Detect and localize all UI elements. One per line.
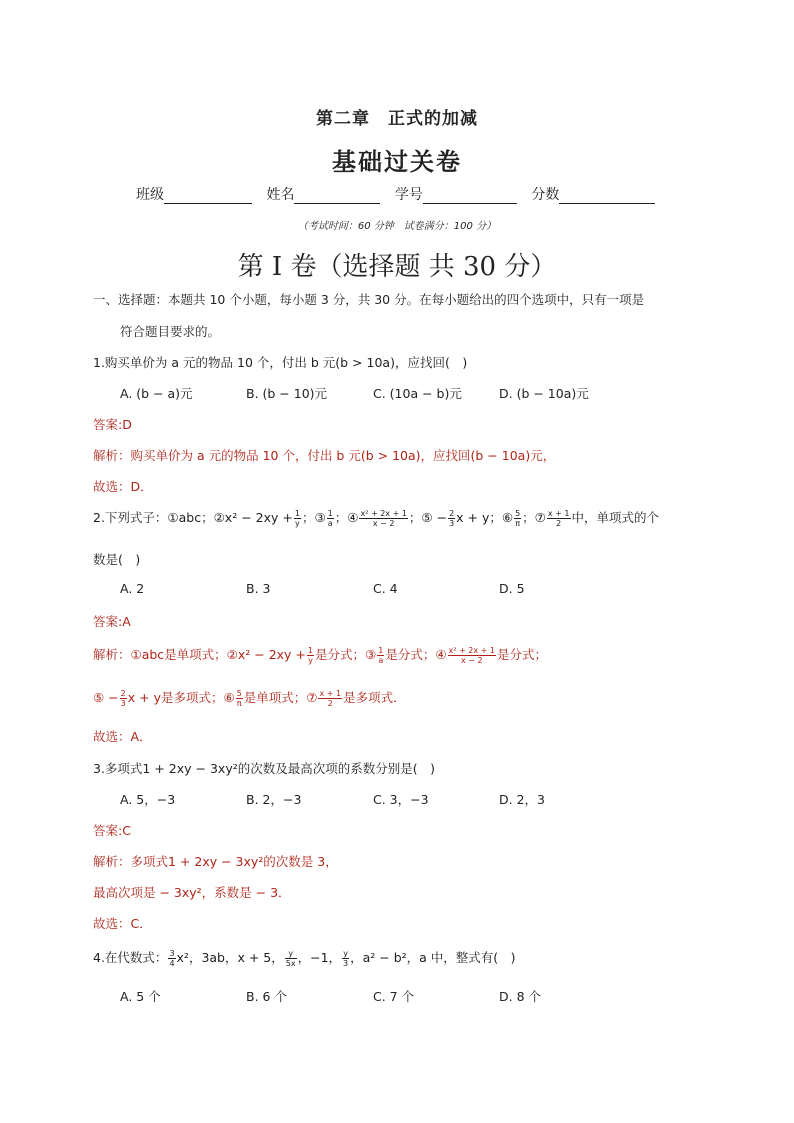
q2-an-frac-big (448, 646, 496, 665)
frac-denominator: a (378, 656, 384, 665)
number-blank[interactable] (423, 189, 517, 204)
q4-stem-part: x²，3ab，x + 5， (176, 950, 284, 965)
q2-an-frac-5-over-pi (236, 689, 243, 708)
score-field[interactable] (531, 184, 655, 204)
q2-frac-2-over-3 (448, 509, 455, 528)
q2-an-frac-x1-over-2 (318, 689, 342, 708)
frac-denominator: x − 2 (460, 656, 483, 665)
frac-denominator: 3 (449, 519, 455, 528)
q1-answer: 答案:D (93, 417, 132, 432)
q2-frac-1-over-y (294, 509, 301, 528)
frac-numerator: x + 1 (547, 509, 570, 518)
q3-option-c[interactable]: C. 3，−3 (373, 792, 429, 807)
frac-numerator: x + 1 (319, 689, 342, 698)
q3-option-d[interactable]: D. 2，3 (499, 792, 545, 807)
q4-option-d[interactable]: D. 8 个 (499, 989, 541, 1004)
q3-analysis-line2: 最高次项是 − 3xy²，系数是 − 3． (93, 885, 291, 900)
q2-frac-big (359, 509, 407, 528)
q2-stem-part: ；⑦ (522, 510, 546, 525)
q2-analysis-part: 是分式；④ (385, 647, 447, 662)
section-instruction-line2: 符合题目要求的。 (120, 324, 221, 339)
frac-denominator: 3 (343, 959, 349, 968)
q2-an-frac-2-over-3 (120, 689, 127, 708)
frac-denominator: 4 (169, 959, 175, 968)
frac-denominator: π (236, 699, 242, 708)
frac-denominator: 3 (120, 699, 126, 708)
number-label: 学号 (394, 187, 423, 203)
q2-option-c[interactable]: C. 4 (373, 581, 398, 596)
q2-answer: 答案:A (93, 614, 131, 629)
q4-stem-part: 4.在代数式： (93, 950, 168, 965)
q4-frac-y-over-5x (285, 949, 297, 968)
frac-numerator: 2 (120, 689, 126, 698)
score-label: 分数 (531, 187, 560, 203)
score-blank[interactable] (559, 189, 655, 204)
q4-option-c[interactable]: C. 7 个 (373, 989, 415, 1004)
q4-frac-3-over-4 (168, 949, 175, 968)
q2-analysis-part: x + y是多项式；⑥ (127, 690, 235, 705)
q1-option-d[interactable]: D. (b − 10a)元 (499, 386, 589, 401)
q1-conclusion: 故选：D． (93, 479, 153, 494)
q3-analysis-line1: 解析：多项式1 + 2xy − 3xy²的次数是 3， (93, 854, 338, 869)
q2-frac-1-over-a (327, 509, 334, 528)
q2-analysis-line1 (93, 645, 547, 665)
q3-option-a[interactable]: A. 5，−3 (120, 792, 176, 807)
class-blank[interactable] (164, 189, 252, 204)
part-title: 第 I 卷（选择题 共 30 分） (237, 252, 557, 282)
frac-numerator: y (343, 949, 348, 958)
q1-option-a[interactable]: A. (b − a)元 (120, 386, 193, 401)
class-field[interactable] (136, 184, 252, 204)
chapter-title: 第二章 正式的加减 (316, 109, 478, 129)
q2-stem-line2: 数是( ) (93, 552, 141, 567)
q2-stem-part: 中，单项式的个 (571, 510, 660, 525)
q1-analysis: 解析：购买单价为 a 元的物品 10 个，付出 b 元(b > 10a)，应找回(b − 10a)元， (93, 448, 556, 463)
q2-analysis-part: 是单项式；⑦ (243, 690, 318, 705)
q2-option-d[interactable]: D. 5 (499, 581, 525, 596)
frac-numerator: 2 (449, 509, 455, 518)
q2-stem-part: ；④ (334, 510, 359, 525)
q2-analysis-part: 解析：①abc是单项式；②x² − 2xy + (93, 647, 306, 662)
q4-frac-y-over-3 (342, 949, 349, 968)
q4-stem-part: ，−1， (297, 950, 342, 965)
frac-denominator: π (515, 519, 521, 528)
paper-title: 基础过关卷 (332, 148, 462, 176)
q2-analysis-part: 是多项式． (343, 690, 406, 705)
q3-stem: 3.多项式1 + 2xy − 3xy²的次数及最高次项的系数分别是( ) (93, 761, 435, 776)
frac-denominator: 2 (556, 519, 562, 528)
q4-option-b[interactable]: B. 6 个 (246, 989, 287, 1004)
q1-stem: 1.购买单价为 a 元的物品 10 个，付出 b 元(b > 10a)，应找回( ) (93, 355, 468, 370)
frac-numerator: 1 (327, 509, 333, 518)
q2-option-a[interactable]: A. 2 (120, 581, 145, 596)
q4-stem-part: ，a² − b²，a 中，整式有( ) (350, 950, 516, 965)
q2-stem-line1 (93, 508, 659, 528)
q3-conclusion: 故选：C． (93, 916, 152, 931)
q2-an-frac-1-over-y (307, 646, 314, 665)
frac-numerator: 1 (307, 646, 313, 655)
q2-analysis-part: ⑤ − (93, 690, 119, 705)
exam-note: （考试时间：60 分钟 试卷满分：100 分） (297, 221, 497, 232)
section-instruction-line1: 一、选择题：本题共 10 个小题，每小题 3 分，共 30 分。在每小题给出的四个选项中，只有一项是 (93, 292, 645, 307)
q2-analysis-part: 是分式；③ (315, 647, 377, 662)
q1-option-b[interactable]: B. (b − 10)元 (246, 386, 328, 401)
q4-option-a[interactable]: A. 5 个 (120, 989, 161, 1004)
frac-denominator: x − 2 (372, 519, 395, 528)
frac-denominator: y (295, 519, 300, 528)
frac-numerator: y (285, 949, 297, 959)
q3-option-b[interactable]: B. 2，−3 (246, 792, 302, 807)
q2-stem-part: x + y；⑥ (456, 510, 514, 525)
name-field[interactable] (266, 184, 380, 204)
frac-numerator: x² + 2x + 1 (360, 509, 407, 518)
q2-stem-part: ；⑤ − (408, 510, 448, 525)
frac-numerator: 1 (378, 646, 384, 655)
frac-numerator: 3 (169, 949, 175, 958)
frac-numerator: 5 (515, 509, 521, 518)
q2-stem-part: ；③ (301, 510, 326, 525)
frac-numerator: 5 (236, 689, 242, 698)
q2-option-b[interactable]: B. 3 (246, 581, 271, 596)
q1-option-c[interactable]: C. (10a − b)元 (373, 386, 462, 401)
frac-numerator: 1 (294, 509, 300, 518)
frac-denominator: y (308, 656, 313, 665)
q2-analysis-part: 是分式； (496, 647, 547, 662)
q2-an-frac-1-over-a (377, 646, 384, 665)
class-label: 班级 (136, 187, 164, 203)
q2-analysis-line2 (93, 688, 406, 708)
q2-frac-x1-over-2 (547, 509, 571, 528)
q2-frac-5-over-pi (514, 509, 521, 528)
frac-numerator: x² + 2x + 1 (448, 646, 495, 655)
frac-denominator: 5x (285, 959, 296, 968)
student-info-fields (136, 184, 665, 204)
q3-answer: 答案:C (93, 823, 131, 838)
frac-denominator: a (327, 519, 333, 528)
q2-stem-part: 2.下列式子：①abc；②x² − 2xy + (93, 510, 293, 525)
name-label: 姓名 (266, 187, 295, 203)
q4-stem (93, 948, 516, 968)
number-field[interactable] (395, 184, 517, 204)
frac-denominator: 2 (327, 699, 333, 708)
name-blank[interactable] (294, 189, 380, 204)
q2-conclusion: 故选：A． (93, 729, 152, 744)
